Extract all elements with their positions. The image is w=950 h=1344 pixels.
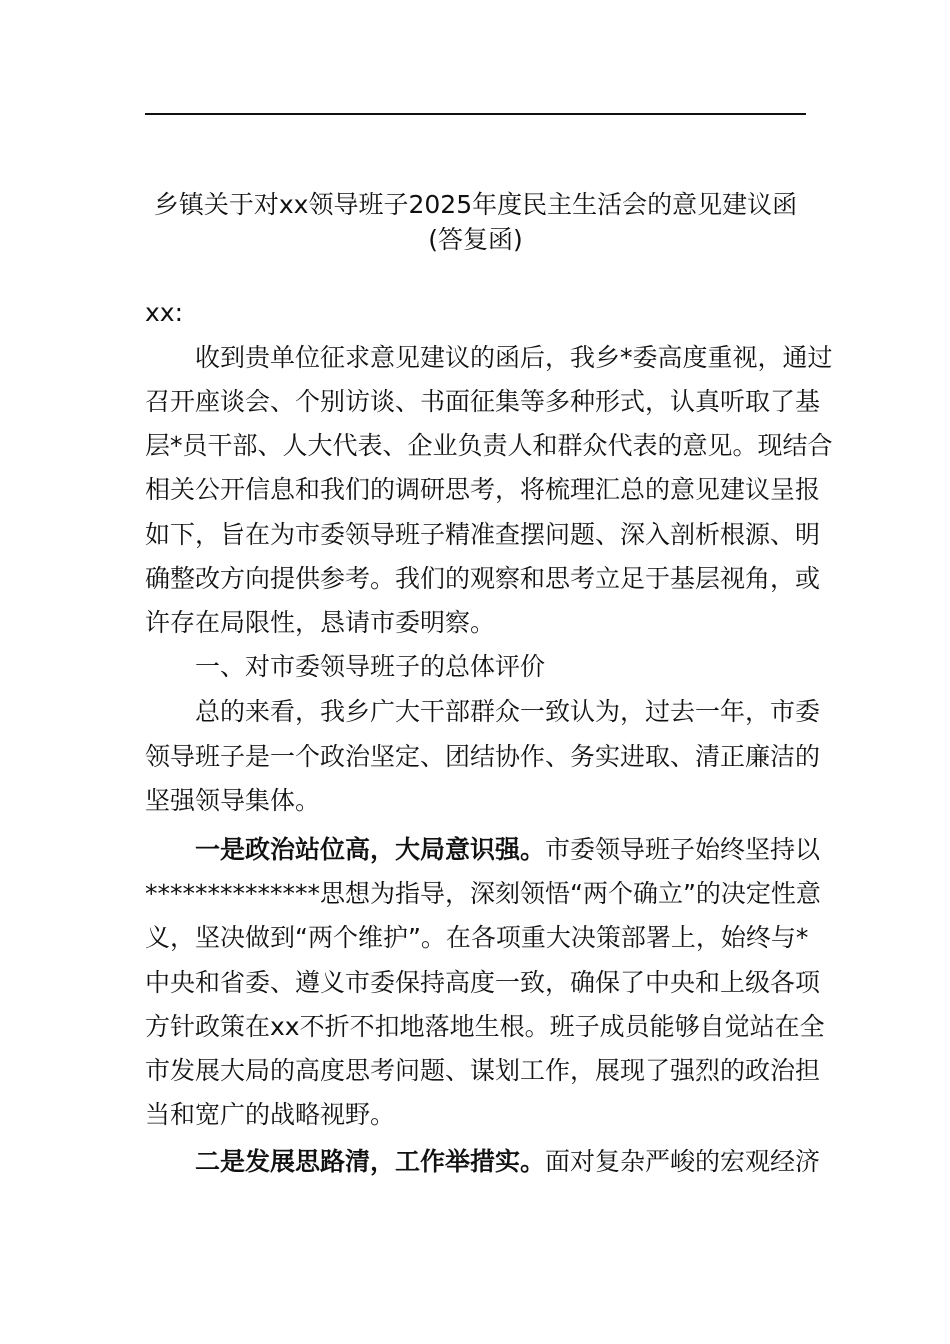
text-line: [145, 1097, 806, 1133]
line-text: 总的来看，我乡广大干部群众一致认为，过去一年，市委: [195, 697, 821, 726]
document-subtitle: (答复函): [428, 225, 523, 254]
text-line: [145, 428, 833, 464]
text-line: [145, 472, 821, 508]
line-text: 领导班子是一个政治坚定、团结协作、务实进取、清正廉洁的: [145, 742, 821, 771]
line-text: 面对复杂严峻的宏观经济: [545, 1147, 821, 1176]
line-text: 确整改方向提供参考。我们的观察和思考立足于基层视角，或: [145, 564, 821, 593]
text-line: [145, 1053, 821, 1089]
text-line: [145, 1009, 825, 1045]
text-line: [145, 517, 821, 553]
text-line: [145, 920, 809, 956]
line-text: 方针政策在xx不折不扣地落地生根。班子成员能够自觉站在全: [145, 1012, 825, 1041]
bold-lead: 二是发展思路清，工作举措实。: [195, 1147, 546, 1176]
salutation: xx:: [145, 298, 184, 327]
text-line: [145, 739, 821, 775]
line-text: 召开座谈会、个别访谈、书面征集等多种形式，认真听取了基: [145, 387, 821, 416]
text-line: [145, 832, 821, 868]
line-text: 一、对市委领导班子的总体评价: [195, 652, 546, 681]
line-text: 市委领导班子始终坚持以: [545, 835, 821, 864]
text-line: [145, 965, 821, 1001]
line-text: 坚强领导集体。: [145, 786, 321, 815]
text-line: [145, 1144, 821, 1180]
line-text: 如下，旨在为市委领导班子精准查摆问题、深入剖析根源、明: [145, 520, 821, 549]
line-text: 义，坚决做到“两个维护”。在各项重大决策部署上，始终与*: [145, 923, 809, 952]
text-line: [145, 384, 821, 420]
header-rule: [145, 113, 806, 115]
line-text: **************思想为指导，深刻领悟“两个确立”的决定性意: [145, 879, 821, 908]
bold-lead: 一是政治站位高，大局意识强。: [195, 835, 546, 864]
line-text: 许存在局限性，恳请市委明察。: [145, 608, 496, 637]
text-line: [145, 694, 821, 730]
text-line: [145, 649, 806, 685]
line-text: 中央和省委、遵义市委保持高度一致，确保了中央和上级各项: [145, 968, 821, 997]
line-text: 层*员干部、人大代表、企业负责人和群众代表的意见。现结合: [145, 431, 833, 460]
text-line: [145, 783, 806, 819]
line-text: 相关公开信息和我们的调研思考，将梳理汇总的意见建议呈报: [145, 475, 821, 504]
text-line: [145, 876, 821, 912]
document-title: 乡镇关于对xx领导班子2025年度民主生活会的意见建议函: [153, 190, 798, 219]
line-text: 当和宽广的战略视野。: [145, 1100, 396, 1129]
text-line: [145, 561, 821, 597]
text-line: [145, 605, 806, 641]
line-text: 收到贵单位征求意见建议的函后，我乡*委高度重视，通过: [195, 343, 833, 372]
line-text: 市发展大局的高度思考问题、谋划工作，展现了强烈的政治担: [145, 1056, 821, 1085]
text-line: [145, 340, 833, 376]
